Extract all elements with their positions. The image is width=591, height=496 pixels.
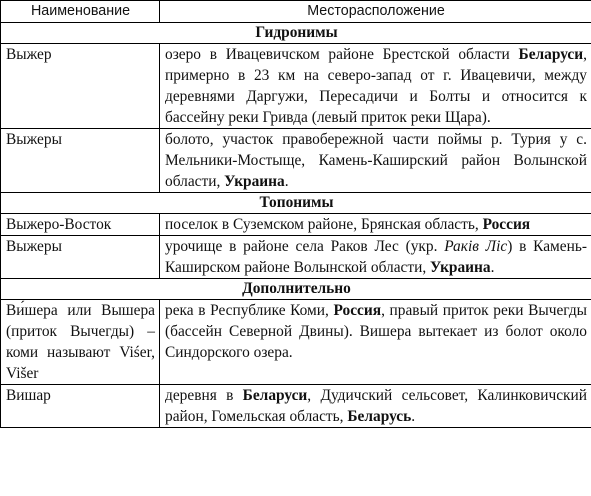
column-header-name: Наименование (1, 1, 160, 23)
row-name: Выжеры (1, 129, 160, 193)
table-row (1, 236, 591, 279)
section-title-hydronyms: Гидронимы (1, 23, 591, 44)
row-location: деревня в Беларуси, Дудичский сельсовет, Калинковичский район, Гомельская область, Беларусь. (160, 385, 591, 428)
header-row (1, 1, 591, 23)
row-location: река в Республике Коми, Россия, правый приток реки Вычегды (бассейн Северной Двины). Вишера вытекает из болот около Синдорского озера. (160, 300, 591, 385)
row-name: Вишар (1, 385, 160, 428)
section-row (1, 193, 591, 214)
table-row (1, 44, 591, 129)
section-row (1, 23, 591, 44)
table-row (1, 214, 591, 236)
section-row (1, 279, 591, 300)
row-location: болото, участок правобережной части поймы р. Турия у с. Мельники-Мостыще, Камень-Каширский район Волынской области, Украина. (160, 129, 591, 193)
row-location: урочище в районе села Раков Лес (укр. Раків Ліс) в Камень-Каширском районе Волынской области, Украина. (160, 236, 591, 279)
row-location: поселок в Суземском районе, Брянская область, Россия (160, 214, 591, 236)
table-row (1, 385, 591, 428)
row-name: Выжеры (1, 236, 160, 279)
table-row (1, 129, 591, 193)
row-name: Выжер (1, 44, 160, 129)
section-title-toponyms: Топонимы (1, 193, 591, 214)
section-title-additional: Дополнительно (1, 279, 591, 300)
row-name: Выжеро-Восток (1, 214, 160, 236)
table-row (1, 300, 591, 385)
column-header-location: Месторасположение (160, 1, 591, 23)
row-location: озеро в Ивацевичском районе Брестской области Беларуси, примерно в 23 км на северо-запад от г. Ивацевичи, между деревнями Даргужи, Пересадичи и Болты и относится к бассейну реки Гривда (левый приток реки Щара). (160, 44, 591, 129)
row-name: Ви́шера или Вышера (приток Вычегды) – коми называют Viśer, Višer (1, 300, 160, 385)
